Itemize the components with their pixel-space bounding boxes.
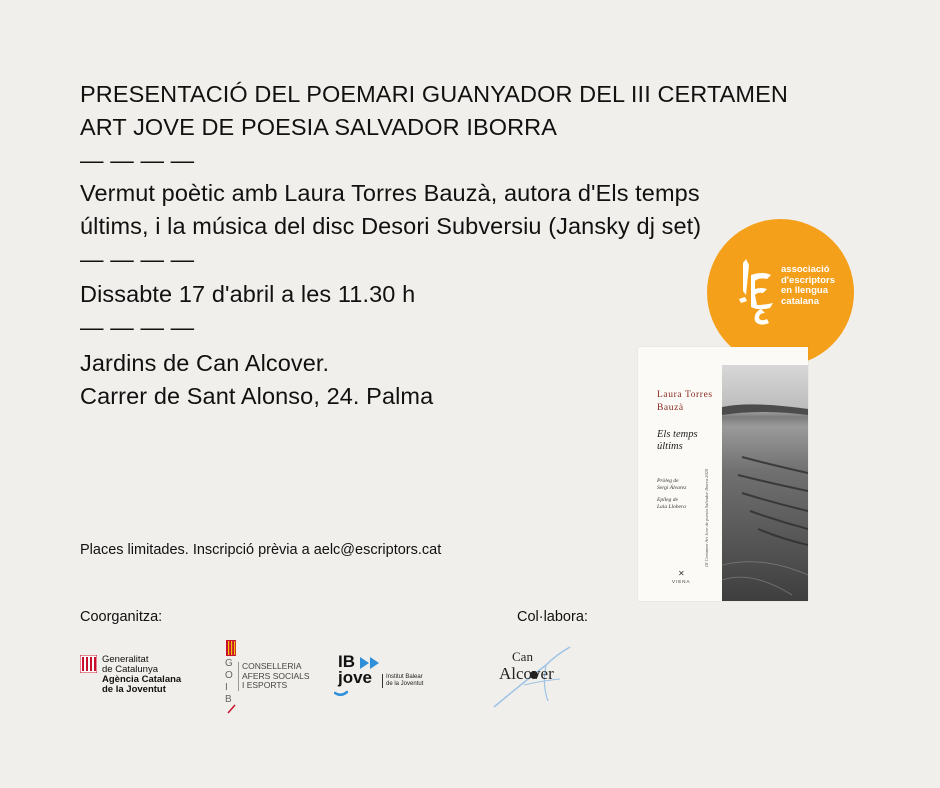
goib-shield-icon — [226, 640, 236, 656]
generalitat-line-1: Generalitat — [102, 654, 149, 665]
ibjove-logo — [332, 654, 442, 700]
separator-3: — — — — — [80, 314, 195, 340]
event-location-line-2: Carrer de Sant Alonso, 24. Palma — [80, 383, 434, 409]
book-title-line-2: últims — [657, 441, 683, 452]
book-cover — [638, 347, 808, 601]
book-title-line-1: Els temps — [657, 429, 698, 440]
goib-text — [238, 662, 310, 691]
book-publisher: VIENA — [672, 579, 691, 584]
senyera-icon — [80, 655, 97, 673]
aelc-line-1: associació — [781, 264, 830, 275]
goib-letters — [225, 658, 234, 706]
separator-1: — — — — — [80, 147, 195, 173]
can-text: Can — [512, 649, 533, 664]
can-alcover-logo — [490, 645, 585, 710]
separator-2: — — — — — [80, 246, 195, 272]
book-prolog-line-1: Pròleg de — [657, 478, 679, 484]
event-title-line-1: PRESENTACIÓ DEL POEMARI GUANYADOR DEL III CERTAMEN — [80, 81, 788, 107]
book-epileg-line-1: Epíleg de — [657, 497, 678, 503]
book-title — [657, 429, 727, 453]
aelc-logo-mark — [737, 255, 781, 327]
goib-line-2: AFERS SOCIALS — [242, 670, 310, 681]
ibjove-small-line-1: Institut Balear — [386, 674, 423, 680]
aelc-badge — [707, 219, 854, 366]
ibjove-ib: IB — [338, 652, 355, 671]
ibjove-jove: jove — [338, 668, 373, 687]
aelc-line-3: en llengua — [781, 285, 828, 296]
goib-letter-i: I — [225, 682, 229, 693]
goib-line-3: I ESPORTS — [242, 680, 288, 690]
book-author — [657, 389, 727, 415]
goib-letter-o: O — [225, 670, 234, 681]
aelc-name — [781, 265, 851, 307]
book-epileg-line-2: Laia Llobera — [657, 504, 686, 510]
goib-letter-g: G — [225, 658, 234, 669]
alcover-text: Alcover — [499, 664, 554, 683]
generalitat-line-4: de la Joventut — [102, 684, 166, 695]
ibjove-underline-icon — [334, 690, 348, 696]
generalitat-text — [102, 655, 181, 695]
generalitat-line-2: de Catalunya — [102, 664, 158, 675]
generalitat-line-3: Agència Catalana — [102, 674, 182, 685]
publisher-mark-icon: ✕ — [678, 569, 685, 578]
goib-line-1: CONSELLERIA — [242, 661, 302, 671]
ibjove-small-line-2: de la Joventut — [386, 681, 424, 687]
goib-slash-icon — [227, 704, 237, 714]
coorganitza-label: Coorganitza: — [80, 609, 163, 625]
book-author-line-1: Laura Torres — [657, 390, 713, 400]
aelc-line-4: catalana — [781, 295, 820, 307]
book-author-line-2: Bauzà — [657, 403, 684, 413]
goib-letter-b: B — [225, 694, 233, 705]
event-location-line-1: Jardins de Can Alcover. — [80, 350, 330, 376]
event-description-line-2: últims, i la música del disc Desori Subversiu (Jansky dj set) — [80, 213, 702, 239]
book-prolog-line-2: Sergi Álvarez — [657, 485, 687, 491]
places-note: Places limitades. Inscripció prèvia a aelc@escriptors.cat — [80, 542, 442, 558]
generalitat-logo — [80, 655, 210, 700]
book-cover-photo — [722, 365, 808, 601]
event-date: Dissabte 17 d'abril a les 11.30 h — [80, 281, 416, 307]
collabora-label: Col·labora: — [517, 609, 588, 625]
aelc-line-2: d'escriptors — [781, 274, 835, 286]
goib-logo — [225, 640, 315, 715]
fast-forward-icon — [360, 657, 380, 669]
ibjove-institute — [382, 674, 423, 688]
book-spine-text: III Certamen Art Jove de poesia Salvador Iborra 2020 — [704, 468, 709, 567]
event-description-line-1: Vermut poètic amb Laura Torres Bauzà, autora d'Els temps — [80, 180, 700, 206]
event-title-line-2: ART JOVE DE POESIA SALVADOR IBORRA — [80, 114, 558, 140]
